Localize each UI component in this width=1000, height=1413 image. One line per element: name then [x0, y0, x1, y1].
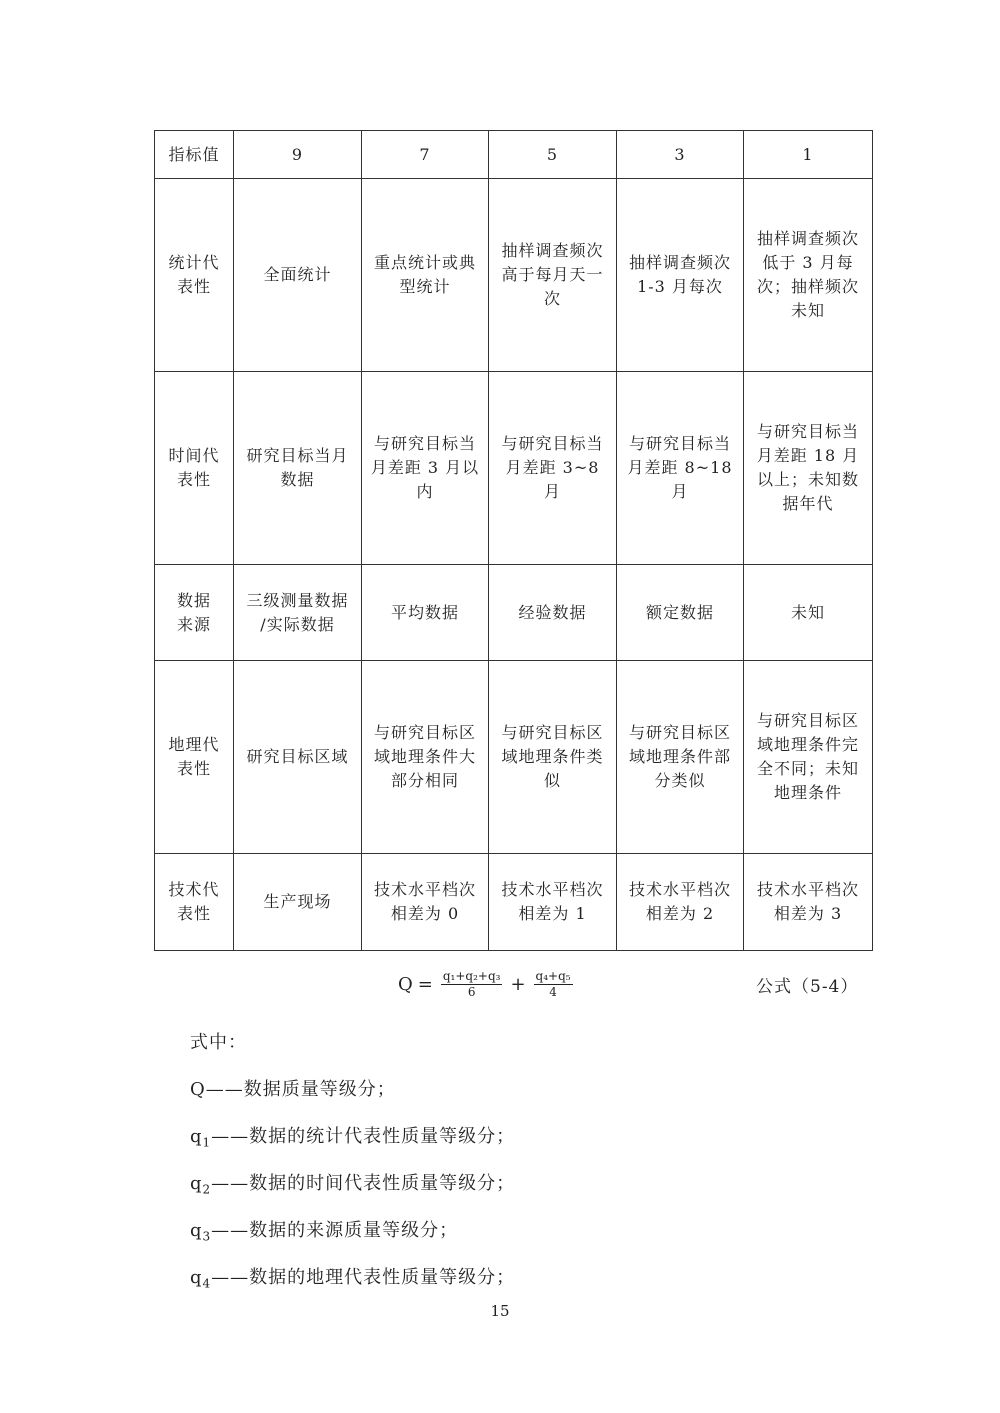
header-cell: 指标值	[155, 131, 234, 179]
fraction-1	[441, 969, 503, 1000]
fraction-2	[534, 969, 573, 1000]
fraction-2-denominator: 4	[549, 984, 557, 999]
legend-text: ——数据的时间代表性质量等级分；	[211, 1173, 516, 1194]
row-label: 统计代 表性	[155, 179, 234, 372]
legend-item	[190, 1075, 396, 1103]
table-row	[155, 372, 873, 565]
legend-text: ——数据质量等级分；	[205, 1079, 396, 1100]
legend-symbol: q	[190, 1126, 203, 1147]
table-cell: 三级测量数据 /实际数据	[234, 565, 362, 661]
table-cell: 技术水平档次 相差为 3	[744, 854, 873, 951]
table-cell: 经验数据	[489, 565, 617, 661]
table-cell: 技术水平档次 相差为 1	[489, 854, 617, 951]
table-row	[155, 854, 873, 951]
header-cell: 1	[744, 131, 873, 179]
table-cell: 与研究目标区 域地理条件完 全不同；未知 地理条件	[744, 661, 873, 854]
legend-symbol: q	[190, 1220, 203, 1241]
table-cell: 技术水平档次 相差为 2	[617, 854, 744, 951]
table-cell: 未知	[744, 565, 873, 661]
page-number: 15	[490, 1302, 510, 1320]
table-cell: 与研究目标当 月差距 3 月以 内	[362, 372, 489, 565]
table-cell: 与研究目标当 月差距 18 月 以上；未知数 据年代	[744, 372, 873, 565]
formula-lhs: Q	[398, 973, 413, 995]
formula-5-4	[398, 962, 576, 1006]
legend-item	[190, 1122, 515, 1150]
legend-subscript: 2	[202, 1182, 212, 1197]
table-row	[155, 179, 873, 372]
formula-label: 公式（5-4）	[756, 977, 859, 997]
legend-symbol: Q	[190, 1079, 206, 1100]
legend-item	[190, 1263, 515, 1291]
legend-text: ——数据的来源质量等级分；	[211, 1220, 459, 1241]
table-cell: 额定数据	[617, 565, 744, 661]
table-cell: 与研究目标区 域地理条件大 部分相同	[362, 661, 489, 854]
legend-subscript: 4	[202, 1276, 212, 1291]
table-cell: 研究目标当月 数据	[234, 372, 362, 565]
legend-symbol: q	[190, 1267, 203, 1288]
row-label: 数据 来源	[155, 565, 234, 661]
table-cell: 全面统计	[234, 179, 362, 372]
table-cell: 重点统计或典 型统计	[362, 179, 489, 372]
quality-index-table	[154, 130, 873, 951]
legend-item	[190, 1216, 458, 1244]
header-cell: 9	[234, 131, 362, 179]
row-label: 技术代 表性	[155, 854, 234, 951]
legend-text: ——数据的地理代表性质量等级分；	[211, 1267, 516, 1288]
legend-intro: 式中：	[190, 1032, 247, 1053]
table-cell: 生产现场	[234, 854, 362, 951]
table-cell: 抽样调查频次 1-3 月每次	[617, 179, 744, 372]
legend-subscript: 1	[202, 1135, 212, 1150]
table-cell: 与研究目标当 月差距 3~8 月	[489, 372, 617, 565]
table-cell: 抽样调查频次 高于每月天一 次	[489, 179, 617, 372]
formula-equals: =	[417, 973, 433, 995]
fraction-1-denominator: 6	[467, 984, 476, 999]
legend-text: ——数据的统计代表性质量等级分；	[211, 1126, 516, 1147]
table-row	[155, 661, 873, 854]
header-cell: 3	[617, 131, 744, 179]
table-header-row	[155, 131, 873, 179]
row-label: 地理代 表性	[155, 661, 234, 854]
table-cell: 平均数据	[362, 565, 489, 661]
header-cell: 7	[362, 131, 489, 179]
header-cell: 5	[489, 131, 617, 179]
fraction-2-numerator: q₄+q₅	[535, 968, 571, 983]
table-cell: 研究目标区域	[234, 661, 362, 854]
legend-subscript: 3	[202, 1229, 212, 1244]
table-cell: 抽样调查频次 低于 3 月每 次；抽样频次 未知	[744, 179, 873, 372]
fraction-1-numerator: q₁+q₂+q₃	[442, 968, 501, 983]
row-label: 时间代 表性	[155, 372, 234, 565]
formula-plus: +	[510, 973, 526, 995]
table-row	[155, 565, 873, 661]
table-cell: 技术水平档次 相差为 0	[362, 854, 489, 951]
legend-symbol: q	[190, 1173, 203, 1194]
legend-item	[190, 1169, 515, 1197]
table-cell: 与研究目标区 域地理条件类 似	[489, 661, 617, 854]
table-cell: 与研究目标区 域地理条件部 分类似	[617, 661, 744, 854]
table-cell: 与研究目标当 月差距 8~18 月	[617, 372, 744, 565]
